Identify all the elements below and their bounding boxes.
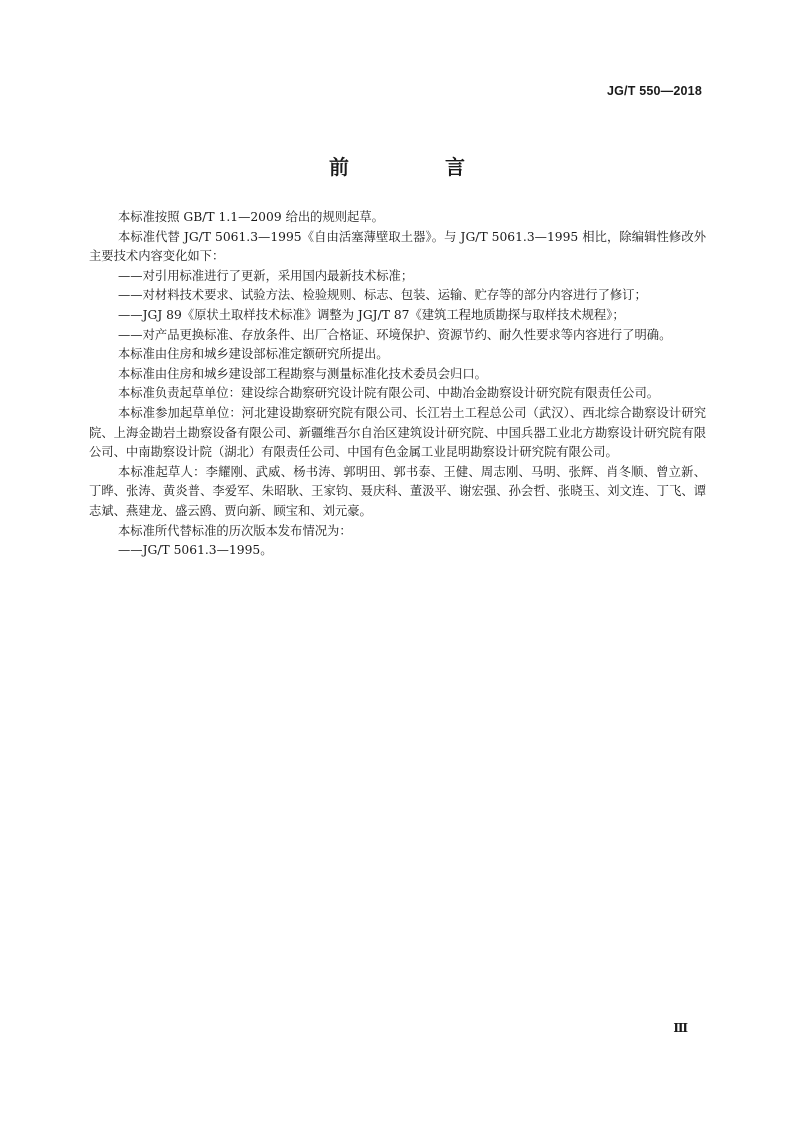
paragraph: 本标准按照 GB/T 1.1—2009 给出的规则起草。 <box>118 210 384 224</box>
paragraph: 本标准起草人：李耀刚、武威、杨书涛、郭明田、郭书泰、王健、周志刚、马明、张辉、肖冬顺、曾立新、丁晔、张涛、黄炎普、李爱军、朱昭耿、王家钧、聂庆科、董汲平、谢宏强、孙会哲、张晓玉、刘文连、丁飞、谭志斌、燕建龙、盛云鸥、贾向新、顾宝和、刘元豪。 <box>89 464 706 518</box>
page-number: Ⅲ <box>673 1021 688 1035</box>
paragraph: 本标准参加起草单位：河北建设勘察研究院有限公司、长江岩土工程总公司（武汉）、西北综合勘察设计研究院、上海金勘岩土勘察设备有限公司、新疆维吾尔自治区建筑设计研究院、中国兵器工业北方勘察设计研究院有限公司、中南勘察设计院（湖北）有限责任公司、中国有色金属工业昆明勘察设计研究院有限公司。 <box>89 405 706 460</box>
paragraph: 本标准由住房和城乡建设部工程勘察与测量标准化技术委员会归口。 <box>118 366 487 381</box>
list-item: ——对产品更换标准、存放条件、出厂合格证、环境保护、资源节约、耐久性要求等内容进行了明确。 <box>118 327 672 342</box>
list-item: ——JGJ 89《原状土取样技术标准》调整为 JGJ/T 87《建筑工程地质勘探与取样技术规程》； <box>118 307 625 322</box>
list-item: ——对材料技术要求、试验方法、检验规则、标志、包装、运输、贮存等的部分内容进行了修订； <box>118 288 647 303</box>
standard-code: JG/T 550—2018 <box>606 84 702 98</box>
paragraph: 本标准代替 JG/T 5061.3—1995《自由活塞薄壁取土器》。与 JG/T 5061.3—1995 相比，除编辑性修改外主要技术内容变化如下： <box>89 229 706 264</box>
foreword-body <box>89 208 706 561</box>
paragraph: 本标准负责起草单位：建设综合勘察研究设计院有限公司、中勘冶金勘察设计研究院有限责任公司。 <box>118 386 660 401</box>
page-title: 前 言 <box>329 155 503 179</box>
paragraph: 本标准由住房和城乡建设部标准定额研究所提出。 <box>118 347 389 362</box>
list-item: ——对引用标准进行了更新，采用国内最新技术标准； <box>118 268 414 283</box>
list-item: ——JG/T 5061.3—1995。 <box>118 543 273 558</box>
paragraph: 本标准所代替标准的历次版本发布情况为： <box>118 523 352 538</box>
